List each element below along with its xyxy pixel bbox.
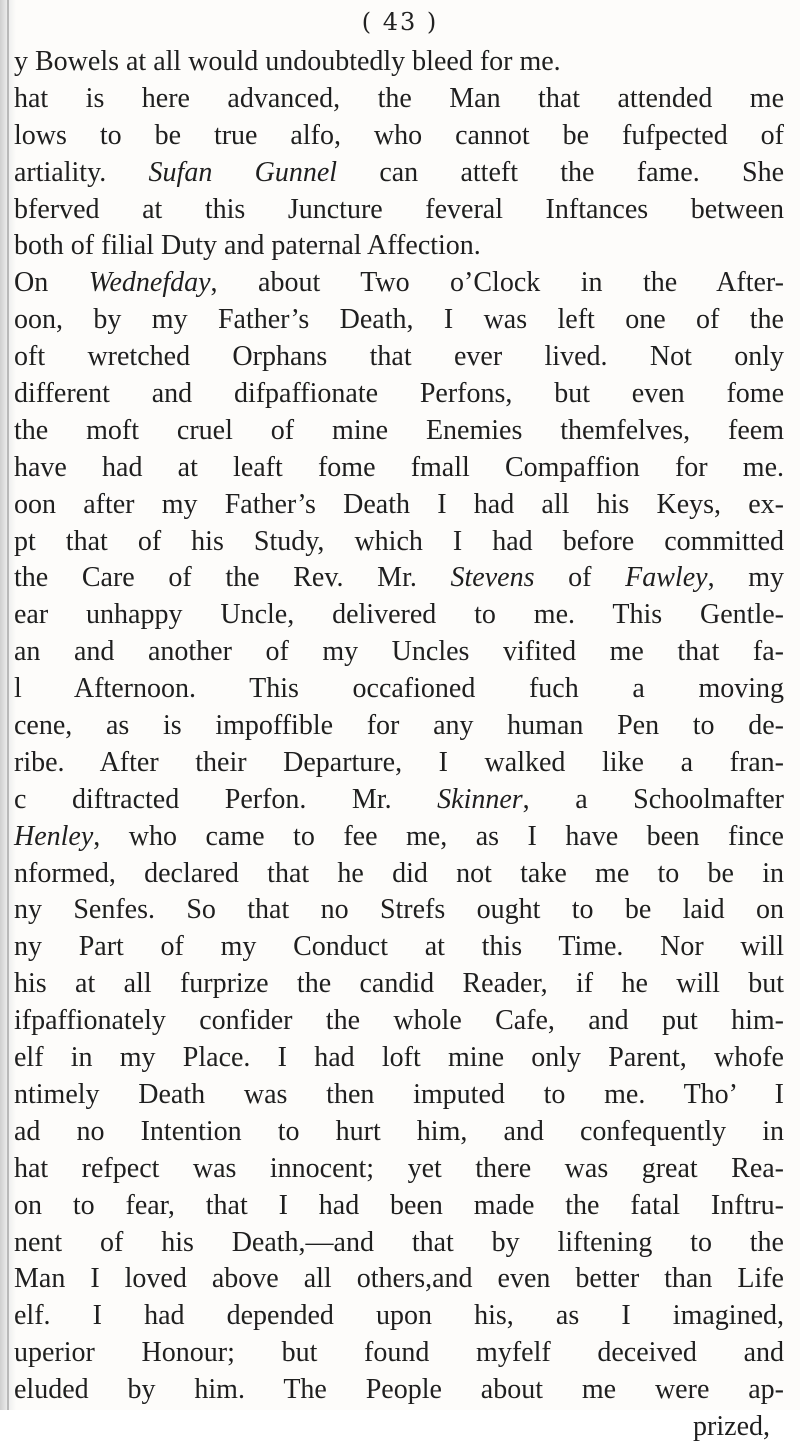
text-run: c diftracted Perfon. Mr. [14, 783, 438, 815]
text-line [14, 81, 784, 118]
text-run: bferved at this Juncture feveral Inftances between [14, 193, 784, 225]
text-line [14, 228, 784, 265]
text-line [14, 560, 784, 597]
text-run: ribe. After their Departure, I walked like a fran- [14, 746, 784, 778]
italic-run: Fawley [625, 562, 708, 594]
text-run: eluded by him. The People about me were ap- [14, 1374, 784, 1406]
text-line [14, 929, 784, 966]
text-line [14, 1151, 784, 1188]
text-run: nent of his Death,—and that by liftening to the [14, 1226, 784, 1258]
text-line [14, 819, 784, 856]
text-run: different and difpaffionate Perfons, but even fome [14, 378, 784, 410]
text-run: nformed, declared that he did not take me to be in [14, 857, 784, 889]
italic-run: Henley [14, 820, 94, 852]
text-line [14, 265, 784, 302]
text-line [14, 892, 784, 929]
catchword: prized, [693, 1410, 770, 1442]
text-line [14, 487, 784, 524]
text-line [14, 155, 784, 192]
text-line [14, 1040, 784, 1077]
text-line [14, 1114, 784, 1151]
text-line [14, 1003, 784, 1040]
italic-run: Sufan Gunnel [148, 156, 338, 188]
text-run: elf. I had depended upon his, as I imagined, [14, 1300, 784, 1332]
text-line [14, 376, 784, 413]
page-number: ( 43 ) [361, 8, 439, 36]
text-run: can atteft the fame. She [337, 156, 784, 188]
text-run: , my [707, 562, 785, 594]
text-line [14, 1261, 784, 1298]
text-run: the Care of the Rev. Mr. [14, 562, 451, 594]
text-line [14, 192, 784, 229]
text-line [14, 413, 784, 450]
italic-run: Stevens [450, 562, 535, 594]
text-run: y Bowels at all would undoubtedly bleed for me. [14, 46, 561, 77]
text-line [14, 44, 784, 81]
text-line [14, 597, 784, 634]
text-line [14, 856, 784, 893]
text-line [14, 1077, 784, 1114]
text-run: hat is here advanced, the Man that attended me [14, 82, 784, 114]
text-line [14, 966, 784, 1003]
binding-edge-line [7, 0, 9, 1410]
text-run: ifpaffionately confider the whole Cafe, and put him- [14, 1005, 784, 1037]
text-run: pt that of his Study, which I had before committed [14, 525, 784, 557]
text-run: ntimely Death was then imputed to me. Tho’ I [14, 1078, 784, 1110]
text-run: Man I loved above all others,and even better than Life [14, 1263, 784, 1295]
text-run: oft wretched Orphans that ever lived. Not only [14, 341, 784, 373]
text-run: , a Schoolmafter [522, 783, 784, 815]
text-run: On [14, 267, 89, 299]
text-line [14, 524, 784, 561]
text-line [14, 118, 784, 155]
text-line [14, 1188, 784, 1225]
text-run: oon, by my Father’s Death, I was left one of the [14, 304, 784, 336]
text-line [14, 708, 784, 745]
text-run: both of filial Duty and paternal Affection. [14, 230, 481, 262]
text-line [14, 302, 784, 339]
text-run: artiality. [14, 156, 149, 188]
text-line [14, 450, 784, 487]
text-run: l Afternoon. This occafioned fuch a moving [14, 673, 784, 705]
text-run: elf in my Place. I had loft mine only Parent, whofe [14, 1042, 784, 1074]
text-run: ny Part of my Conduct at this Time. Nor will [14, 931, 784, 963]
text-run: hat refpect was innocent; yet there was great Rea- [14, 1152, 784, 1184]
text-line [14, 339, 784, 376]
text-run: ear unhappy Uncle, delivered to me. This Gentle- [14, 599, 784, 631]
text-run: ny Senfes. So that no Strefs ought to be laid on [14, 894, 784, 926]
text-run: have had at leaft fome fmall Compaffion for me. [14, 451, 784, 483]
text-line [14, 1298, 784, 1335]
text-run: lows to be true alfo, who cannot be fufpected of [14, 119, 784, 151]
text-run: on to fear, that I had been made the fatal Inftru- [14, 1189, 784, 1221]
text-run: , who came to fee me, as I have been fince [93, 820, 784, 852]
text-run: oon after my Father’s Death I had all his Keys, ex- [14, 488, 784, 520]
text-line [14, 634, 784, 671]
text-run: , about Two o’Clock in the After- [210, 267, 784, 299]
text-run: the moft cruel of mine Enemies themfelves, feem [14, 414, 784, 446]
text-line [14, 1335, 784, 1372]
text-line [14, 671, 784, 708]
text-line [14, 1225, 784, 1262]
body-text [14, 44, 784, 1446]
text-line [14, 782, 784, 819]
text-run: ad no Intention to hurt him, and confequently in [14, 1115, 784, 1147]
text-run: cene, as is impoffible for any human Pen to de- [14, 710, 784, 742]
text-run: his at all furprize the candid Reader, if he will but [14, 968, 784, 1000]
text-run: uperior Honour; but found myfelf deceived and [14, 1337, 784, 1369]
italic-run: Skinner [437, 783, 523, 815]
text-line [14, 745, 784, 782]
italic-run: Wednefday [88, 267, 211, 299]
text-run: of [534, 562, 626, 594]
text-line [14, 1372, 784, 1409]
text-run: an and another of my Uncles vifited me that fa- [14, 636, 784, 668]
